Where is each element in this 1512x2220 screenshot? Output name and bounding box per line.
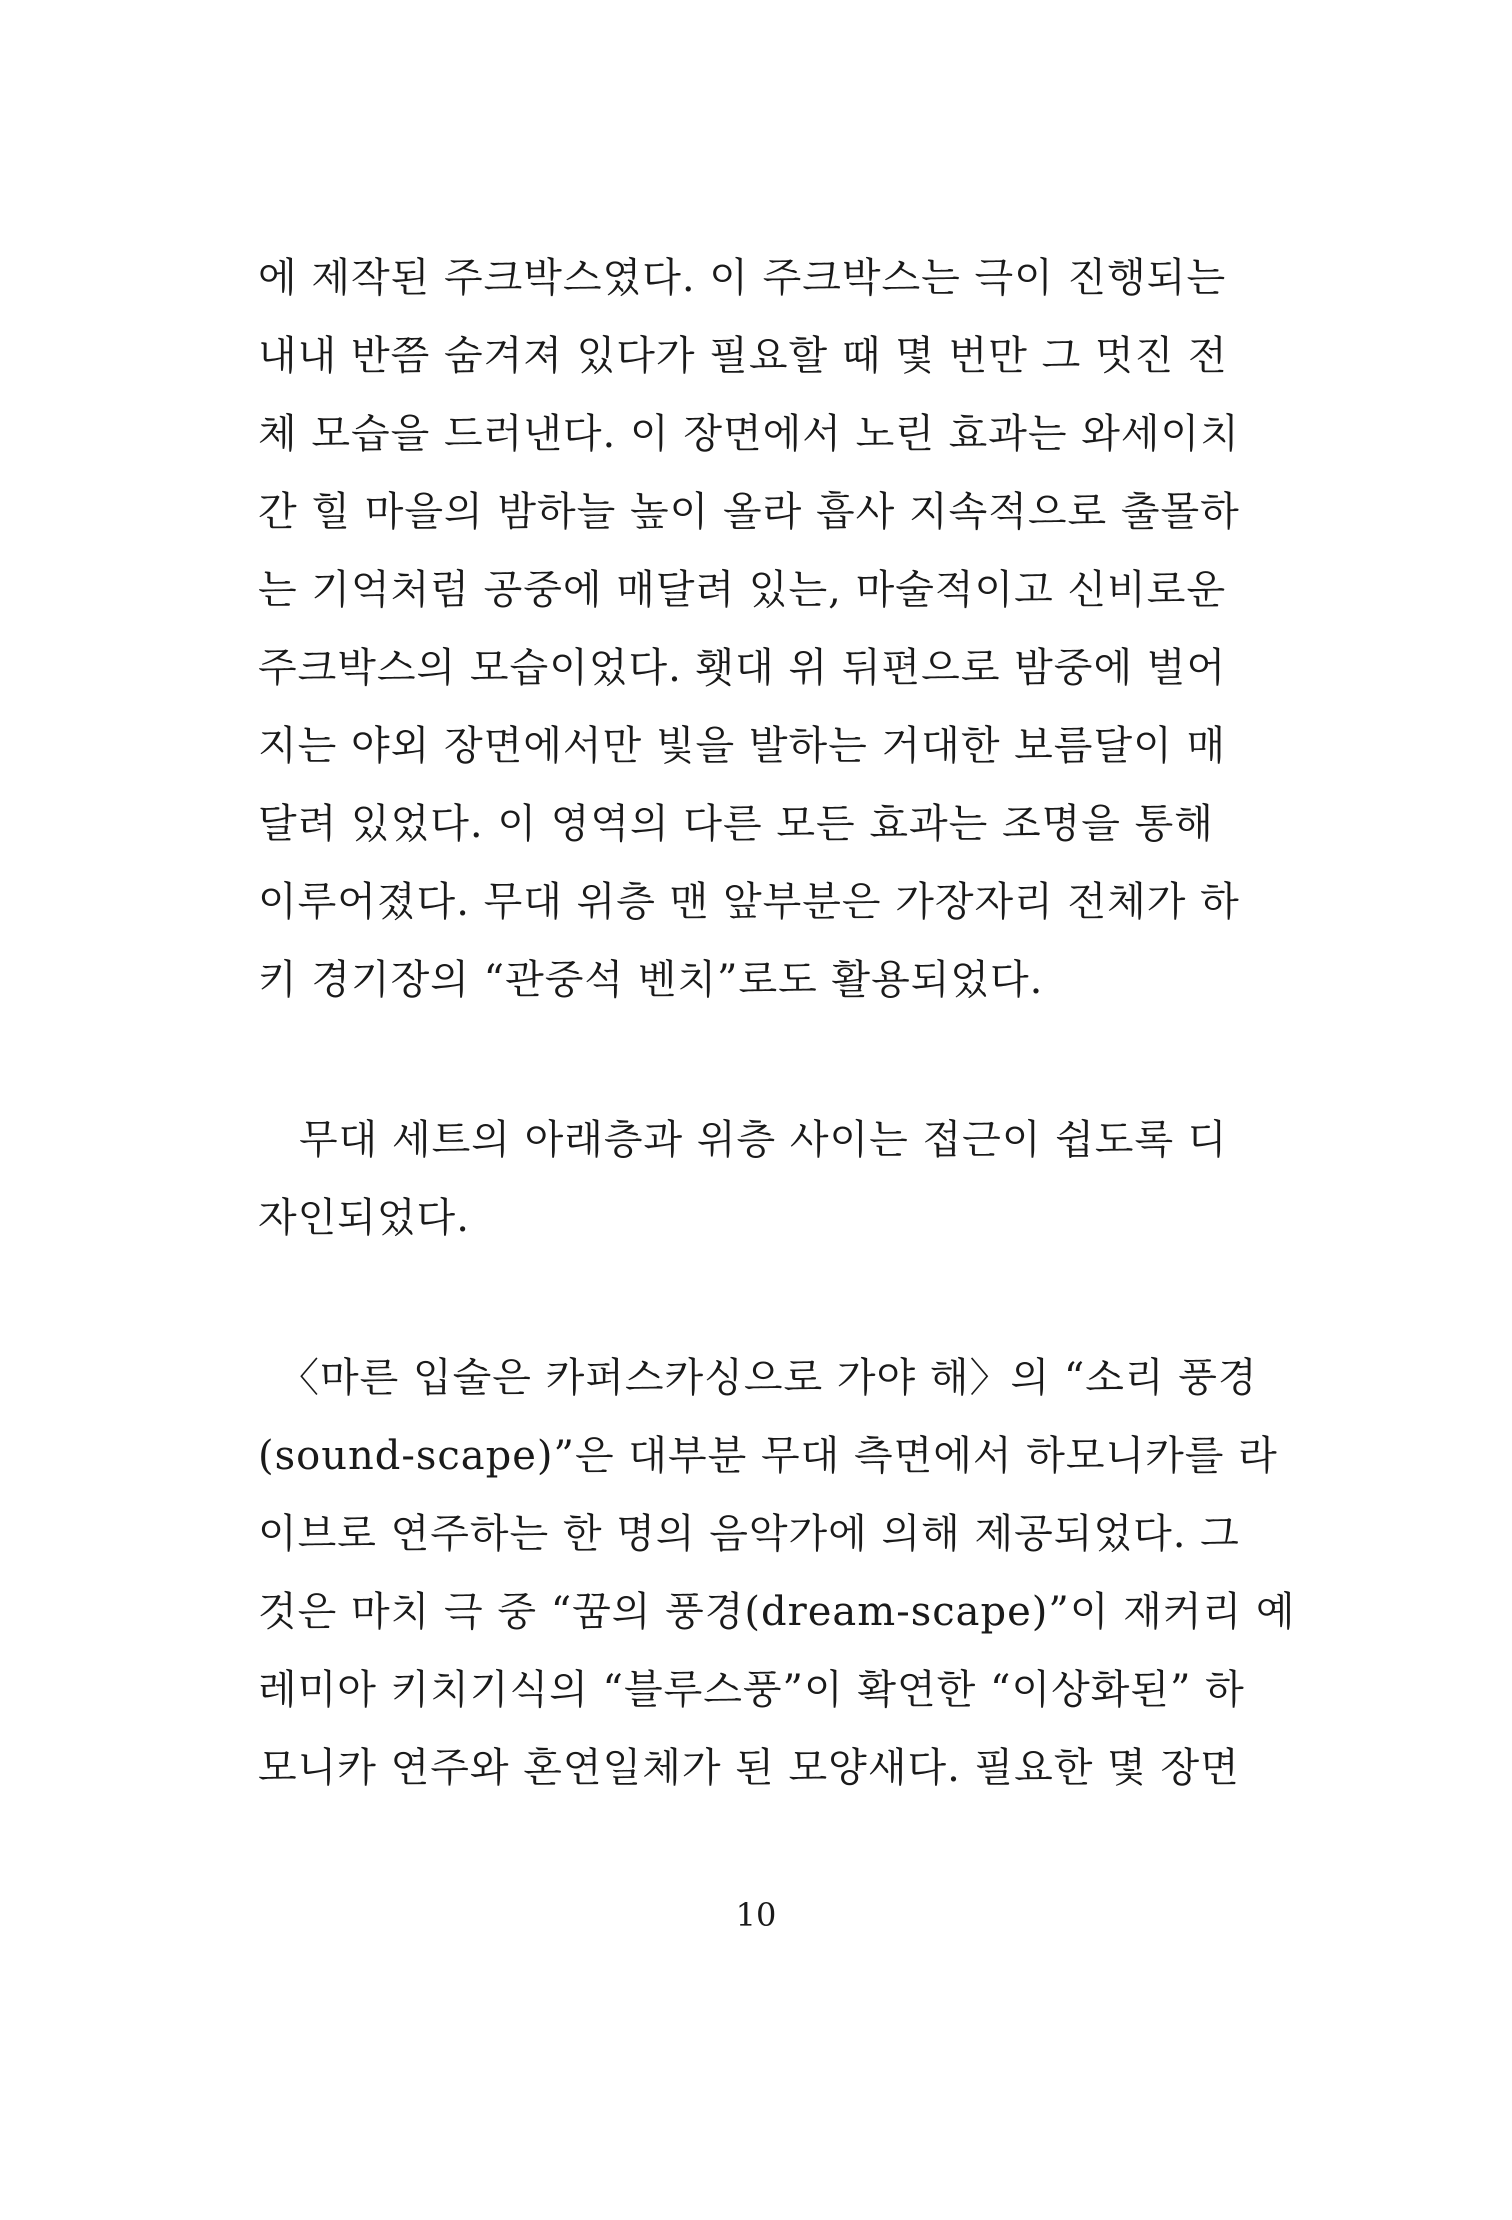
text-line: 지는 야외 장면에서만 빛을 발하는 거대한 보름달이 매 [258, 723, 1227, 769]
text-line: 이루어졌다. 무대 위층 맨 앞부분은 가장자리 전체가 하 [258, 879, 1240, 925]
text-line: 간 힐 마을의 밤하늘 높이 올라 흡사 지속적으로 출몰하 [258, 489, 1240, 535]
text-line: 것은 마치 극 중 “꿈의 풍경(dream-scape)”이 재커리 예 [258, 1589, 1296, 1635]
text-line: 〈마른 입술은 카퍼스카싱으로 가야 해〉의 “소리 풍경 [258, 1355, 1258, 1401]
text-line: 주크박스의 모습이었다. 횃대 위 뒤편으로 밤중에 벌어 [258, 645, 1227, 691]
text-line: 달려 있었다. 이 영역의 다른 모든 효과는 조명을 통해 [258, 801, 1214, 847]
text-line: 자인되었다. [258, 1195, 470, 1241]
text-line: 레미아 키치기식의 “블루스풍”이 확연한 “이상화된” 하 [258, 1667, 1245, 1713]
text-line: 키 경기장의 “관중석 벤치”로도 활용되었다. [258, 957, 1044, 1003]
text-line: 에 제작된 주크박스였다. 이 주크박스는 극이 진행되는 [258, 255, 1227, 301]
text-line: 내내 반쯤 숨겨져 있다가 필요할 때 몇 번만 그 멋진 전 [258, 333, 1228, 379]
page-number: 10 [735, 1896, 777, 1934]
text-line: 는 기억처럼 공중에 매달려 있는, 마술적이고 신비로운 [258, 567, 1227, 613]
text-line: (sound-scape)”은 대부분 무대 측면에서 하모니카를 라 [258, 1433, 1278, 1479]
text-line: 모니카 연주와 혼연일체가 된 모양새다. 필요한 몇 장면 [258, 1745, 1240, 1791]
text-line: 체 모습을 드러낸다. 이 장면에서 노린 효과는 와세이치 [258, 411, 1240, 457]
text-line: 이브로 연주하는 한 명의 음악가에 의해 제공되었다. 그 [258, 1511, 1240, 1557]
text-line: 무대 세트의 아래층과 위층 사이는 접근이 쉽도록 디 [258, 1117, 1228, 1163]
